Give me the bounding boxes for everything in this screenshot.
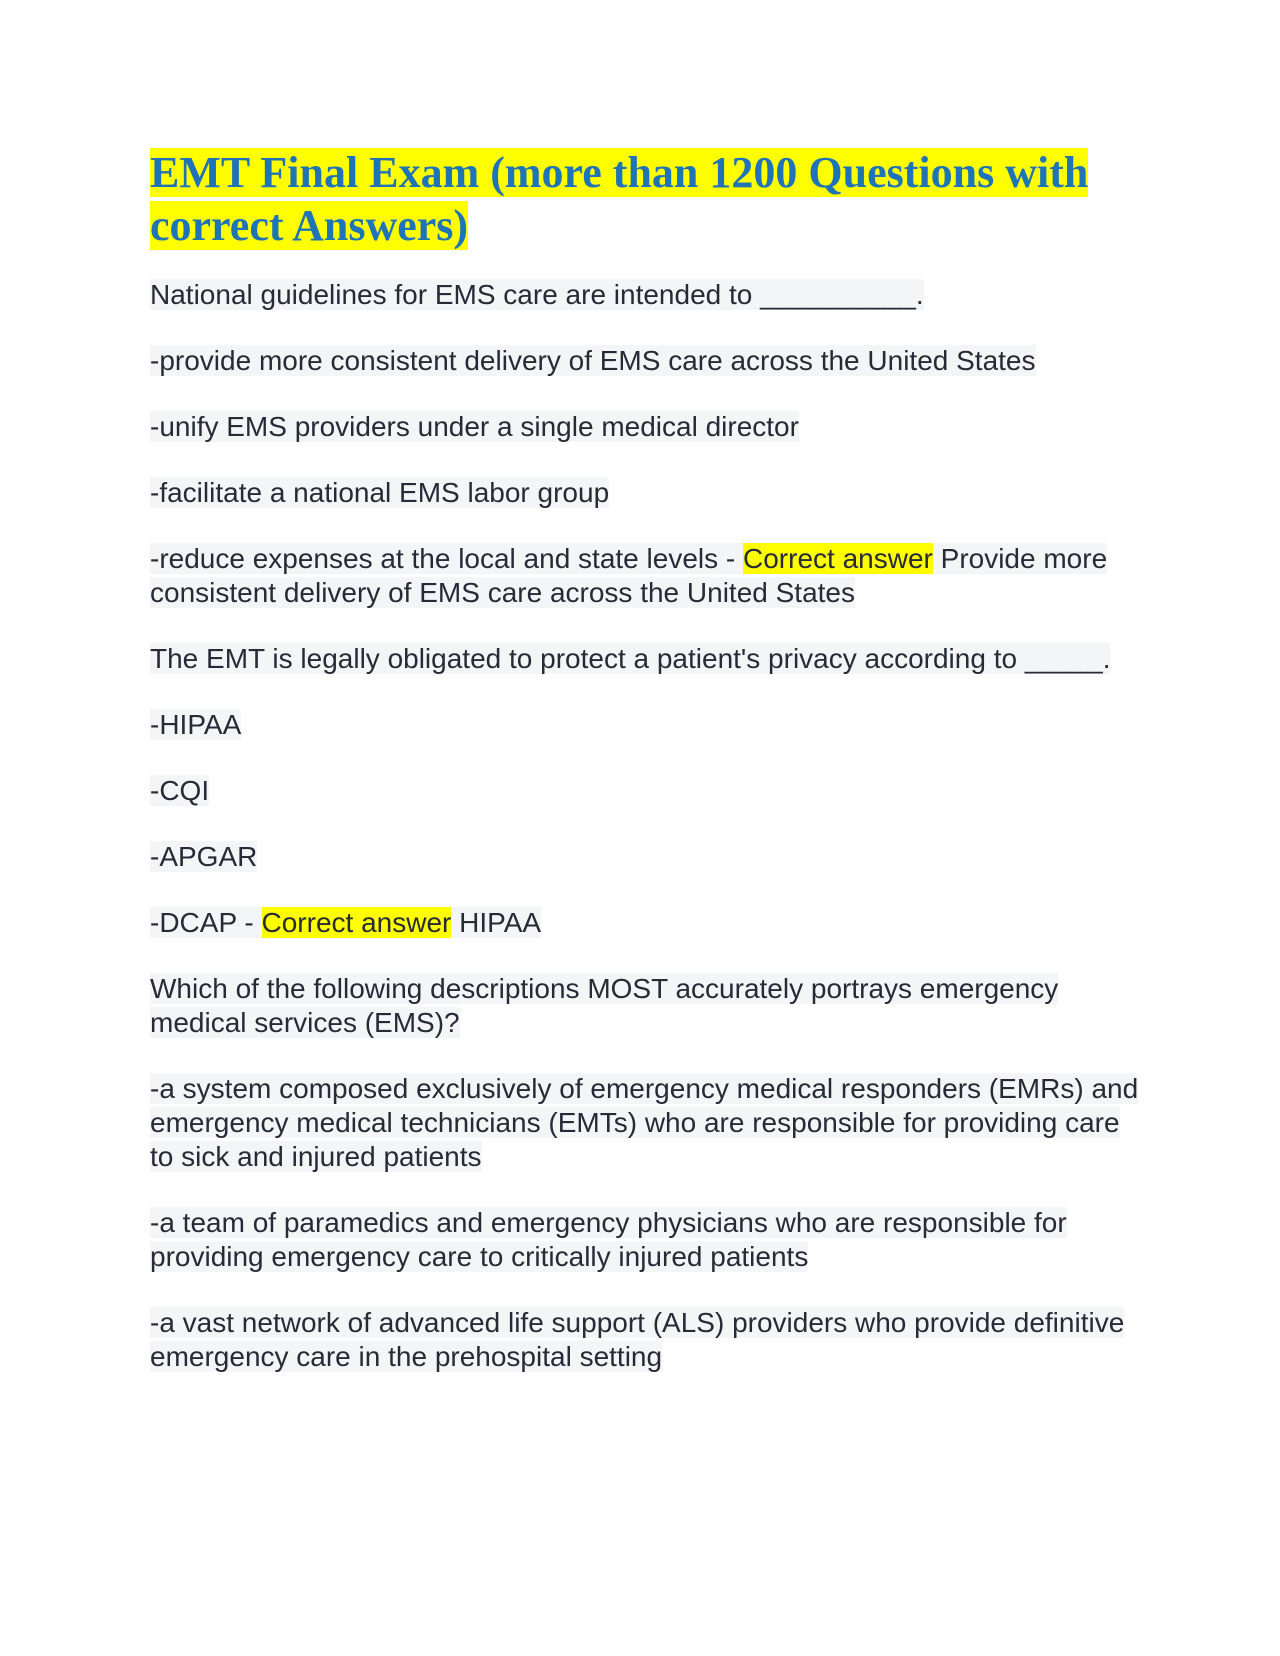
question-prompt: National guidelines for EMS care are intended to __________. bbox=[150, 279, 924, 310]
answer-option: -CQI bbox=[150, 775, 210, 806]
correct-answer-label: Correct answer bbox=[261, 907, 452, 938]
answer-option: -a system composed exclusively of emergency medical responders (EMRs) and emergency medical technicians (EMTs) who are responsible for providing care to sick and injured patients bbox=[150, 1073, 1139, 1172]
question-prompt: The EMT is legally obligated to protect a patient's privacy according to _____. bbox=[150, 643, 1111, 674]
correct-answer-label: Correct answer bbox=[743, 543, 933, 574]
answer-option: -provide more consistent delivery of EMS care across the United States bbox=[150, 345, 1036, 376]
document-title bbox=[150, 146, 1140, 252]
answer-option: -HIPAA bbox=[150, 709, 242, 740]
document-page bbox=[150, 146, 1140, 1406]
title-text: EMT Final Exam (more than 1200 Questions with correct Answers) bbox=[150, 148, 1089, 250]
correct-answer-text: Provide more consistent delivery of EMS care across the United States bbox=[150, 543, 1108, 608]
answer-option: -unify EMS providers under a single medical director bbox=[150, 411, 799, 442]
answer-option: -facilitate a national EMS labor group bbox=[150, 477, 610, 508]
answer-option-with-correct-answer: -DCAP - Correct answer HIPAA bbox=[150, 907, 542, 938]
answer-option: -APGAR bbox=[150, 841, 258, 872]
answer-option-with-correct-answer: -reduce expenses at the local and state levels - Correct answer Provide more consistent delivery of EMS care across the United States bbox=[150, 543, 1108, 608]
correct-answer-text: HIPAA bbox=[459, 907, 542, 938]
answer-option: -a vast network of advanced life support (ALS) providers who provide definitive emergency care in the prehospital setting bbox=[150, 1307, 1125, 1372]
question-prompt: Which of the following descriptions MOST accurately portrays emergency medical services (EMS)? bbox=[150, 973, 1059, 1038]
answer-option: -a team of paramedics and emergency physicians who are responsible for providing emergency care to critically injured patients bbox=[150, 1207, 1067, 1272]
